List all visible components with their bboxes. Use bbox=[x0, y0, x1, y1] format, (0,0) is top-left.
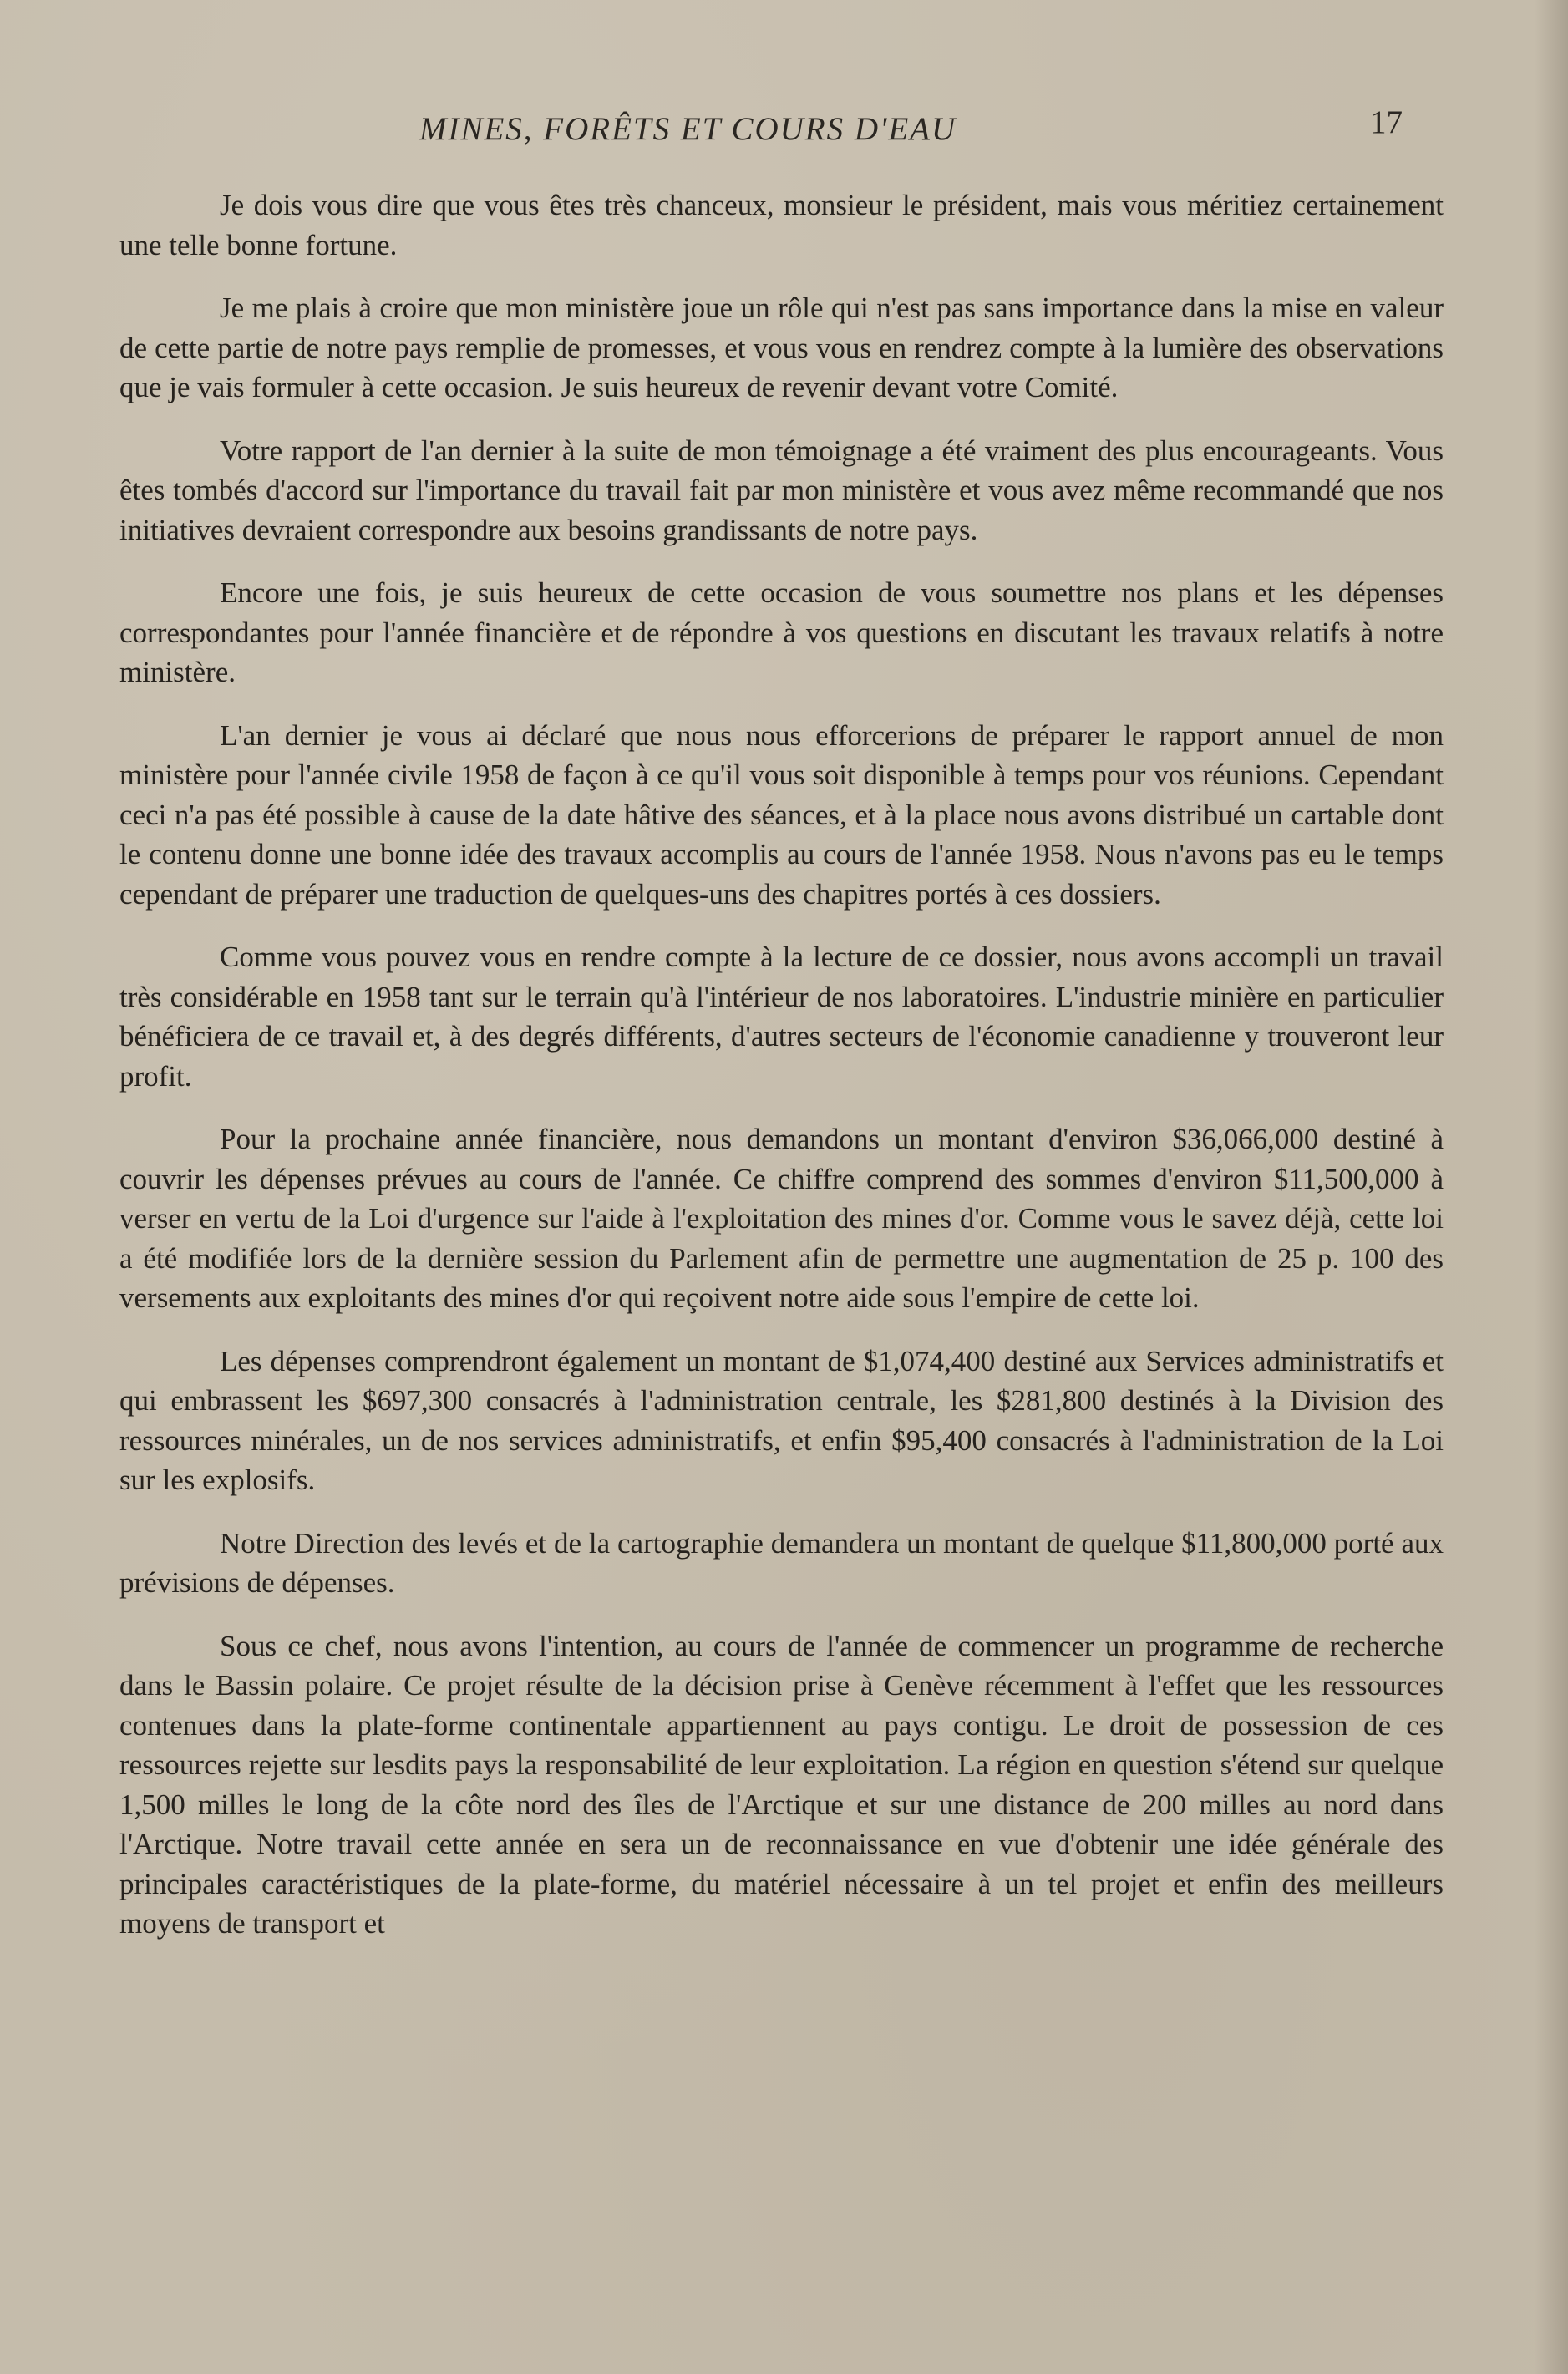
page-edge-shadow bbox=[1535, 0, 1568, 2374]
page-number: 17 bbox=[1370, 104, 1403, 140]
paragraph: Votre rapport de l'an dernier à la suite de mon témoignage a été vraiment des plus encourageants. Vous êtes tombés d'accord sur l'importance du travail fait par mon ministère et vous avez même recommandé que nos initiatives devraient correspondre aux besoins grandissants de notre pays. bbox=[119, 434, 1444, 546]
body-text bbox=[119, 185, 1444, 1967]
paragraph: Notre Direction des levés et de la cartographie demandera un montant de quelque $11,800,000 porté aux prévisions de dépenses. bbox=[119, 1526, 1444, 1599]
paragraph: Je dois vous dire que vous êtes très chanceux, monsieur le président, mais vous méritiez certainement une telle bonne fortune. bbox=[119, 189, 1444, 261]
paragraph: Je me plais à croire que mon ministère joue un rôle qui n'est pas sans importance dans la mise en valeur de cette partie de notre pays remplie de promesses, et vous vous en rendrez compte à la lumière des observations que je vais formuler à cette occasion. Je suis heureux de revenir devant votre Comité. bbox=[119, 292, 1444, 403]
running-title: MINES, FORÊTS ET COURS D'EAU bbox=[419, 111, 957, 147]
page-header bbox=[117, 99, 1420, 149]
paragraph: L'an dernier je vous ai déclaré que nous nous efforcerions de préparer le rapport annuel de mon ministère pour l'année civile 1958 de façon à ce qu'il vous soit disponible à temps pour vos réunions. Cependant ceci n'a pas été possible à cause de la date hâtive des séances, et à la place nous avons distribué un cartable dont le contenu donne une bonne idée des travaux accomplis au cours de l'année 1958. Nous n'avons pas eu le temps cependant de préparer une traduction de quelques-uns des chapitres portés à ces dossiers. bbox=[119, 718, 1444, 911]
paragraph: Les dépenses comprendront également un montant de $1,074,400 destiné aux Services administratifs et qui embrassent les $697,300 consacrés à l'administration centrale, les $281,800 destinés à la Division des ressources minérales, un de nos services administratifs, et enfin $95,400 consacrés à l'administration de la Loi sur les explosifs. bbox=[119, 1344, 1444, 1496]
paragraph: Sous ce chef, nous avons l'intention, au cours de l'année de commencer un programme de recherche dans le Bassin polaire. Ce projet résulte de la décision prise à Genève récemment à l'effet que les ressources contenues dans la plate-forme continentale appartiennent au pays contigu. Le droit de possession de ces ressources rejette sur lesdits pays la responsabilité de leur exploitation. La région en question s'étend sur quelque 1,500 milles le long de la côte nord des îles de l'Arctique et sur une distance de 200 milles au nord dans l'Arctique. Notre travail cette année en sera un de reconnaissance en vue d'obtenir une idée générale des principales caractéristiques de la plate-forme, du matériel nécessaire à un tel projet et enfin des meilleurs moyens de transport et bbox=[119, 1629, 1444, 1940]
paragraph: Pour la prochaine année financière, nous demandons un montant d'environ $36,066,000 destiné à couvrir les dépenses prévues au cours de l'année. Ce chiffre comprend des sommes d'environ $11,500,000 à verser en vertu de la Loi d'urgence sur l'aide à l'exploitation des mines d'or. Comme vous le savez déjà, cette loi a été modifiée lors de la dernière session du Parlement afin de permettre une augmentation de 25 p. 100 des versements aux exploitants des mines d'or qui reçoivent notre aide sous l'empire de cette loi. bbox=[119, 1123, 1444, 1314]
paragraph: Encore une fois, je suis heureux de cette occasion de vous soumettre nos plans et les dépenses correspondantes pour l'année financière et de répondre à vos questions en discutant les travaux relatifs à notre ministère. bbox=[119, 576, 1444, 688]
paragraph: Comme vous pouvez vous en rendre compte à la lecture de ce dossier, nous avons accompli un travail très considérable en 1958 tant sur le terrain qu'à l'intérieur de nos laboratoires. L'industrie minière en particulier bénéficiera de ce travail et, à des degrés différents, d'autres secteurs de l'économie canadienne y trouveront leur profit. bbox=[119, 941, 1444, 1093]
